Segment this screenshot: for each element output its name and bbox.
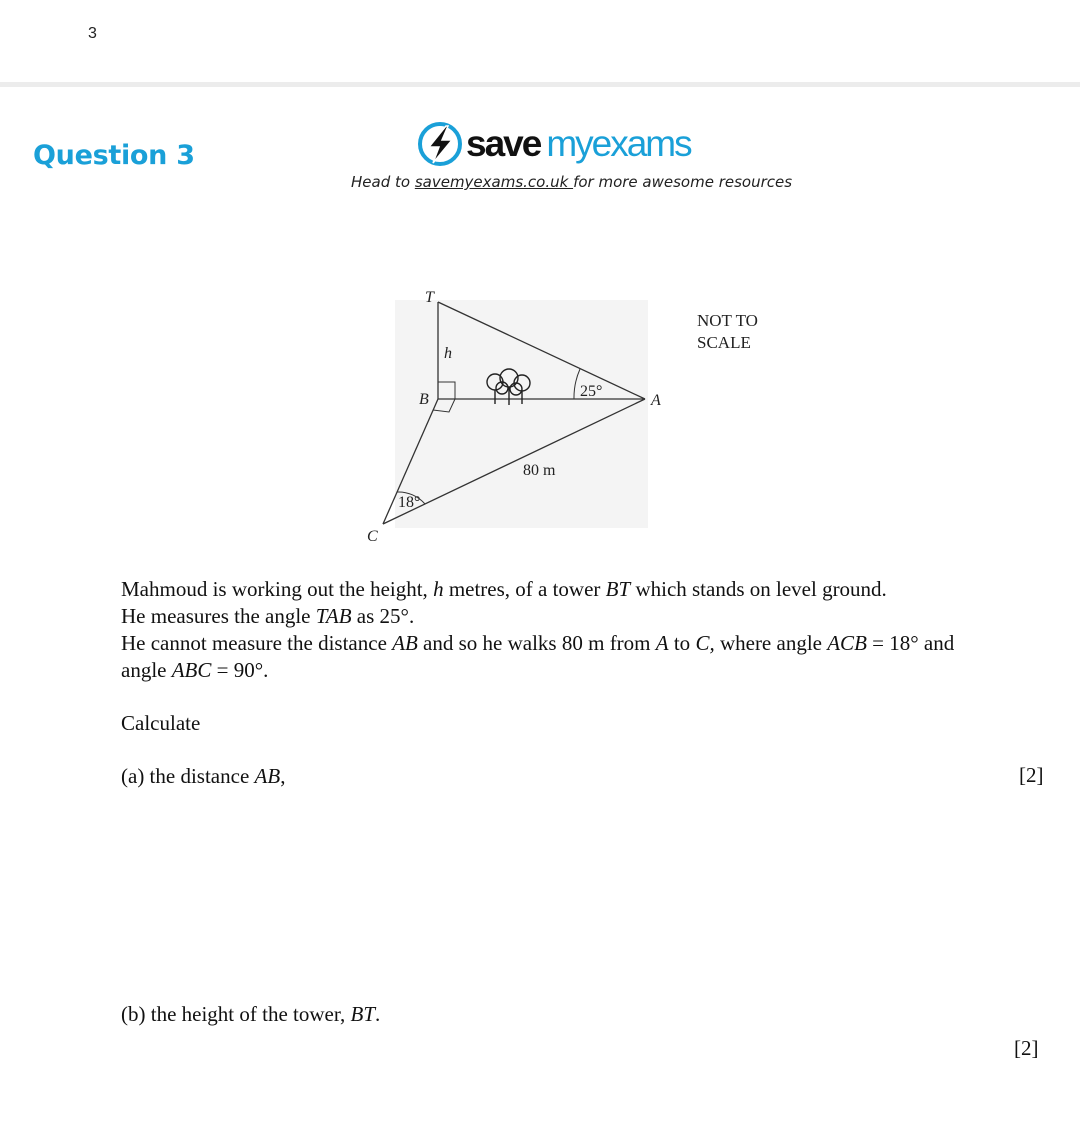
- brand-exams: exams: [591, 123, 691, 164]
- part-b-question: (b) the height of the tower, BT.: [121, 1002, 381, 1026]
- tagline-link[interactable]: savemyexams.co.uk: [414, 173, 574, 191]
- body-line-1: Mahmoud is working out the height, h metres, of a tower BT which stands on level ground.: [121, 577, 887, 601]
- body-line-3: He cannot measure the distance AB and so he walks 80 m from A to C, where angle ACB = 18° and: [121, 631, 955, 655]
- tagline-prefix: Head to: [351, 173, 415, 191]
- label-angle-25: 25°: [580, 383, 603, 400]
- label-c: C: [367, 528, 378, 545]
- question-body: [121, 576, 1051, 684]
- brand-my: my: [546, 123, 592, 164]
- note-line-1: NOT TO: [697, 311, 758, 330]
- body-line-4: angle ABC = 90°.: [121, 658, 269, 682]
- body-line-2: He measures the angle TAB as 25°.: [121, 604, 415, 628]
- page-number: 3: [88, 25, 97, 42]
- label-h: h: [444, 345, 452, 362]
- calculate-label: Calculate: [121, 711, 201, 735]
- label-b: B: [419, 391, 429, 408]
- part-a-marks: [2]: [1019, 763, 1044, 787]
- label-angle-18: 18°: [398, 494, 421, 511]
- note-line-2: SCALE: [697, 333, 751, 352]
- part-a-question: (a) the distance AB,: [121, 764, 286, 788]
- diagram-background: [395, 300, 648, 528]
- not-to-scale-note: [697, 310, 758, 354]
- part-b-marks: [2]: [1014, 1036, 1039, 1060]
- tagline-suffix: for more awesome resources: [573, 173, 793, 191]
- triangle-diagram: [0, 0, 1080, 560]
- brand-save: save: [466, 123, 541, 164]
- label-a: A: [651, 392, 661, 409]
- label-distance-80m: 80 m: [523, 462, 556, 479]
- question-title: Question 3: [33, 140, 195, 171]
- label-t: T: [425, 289, 434, 306]
